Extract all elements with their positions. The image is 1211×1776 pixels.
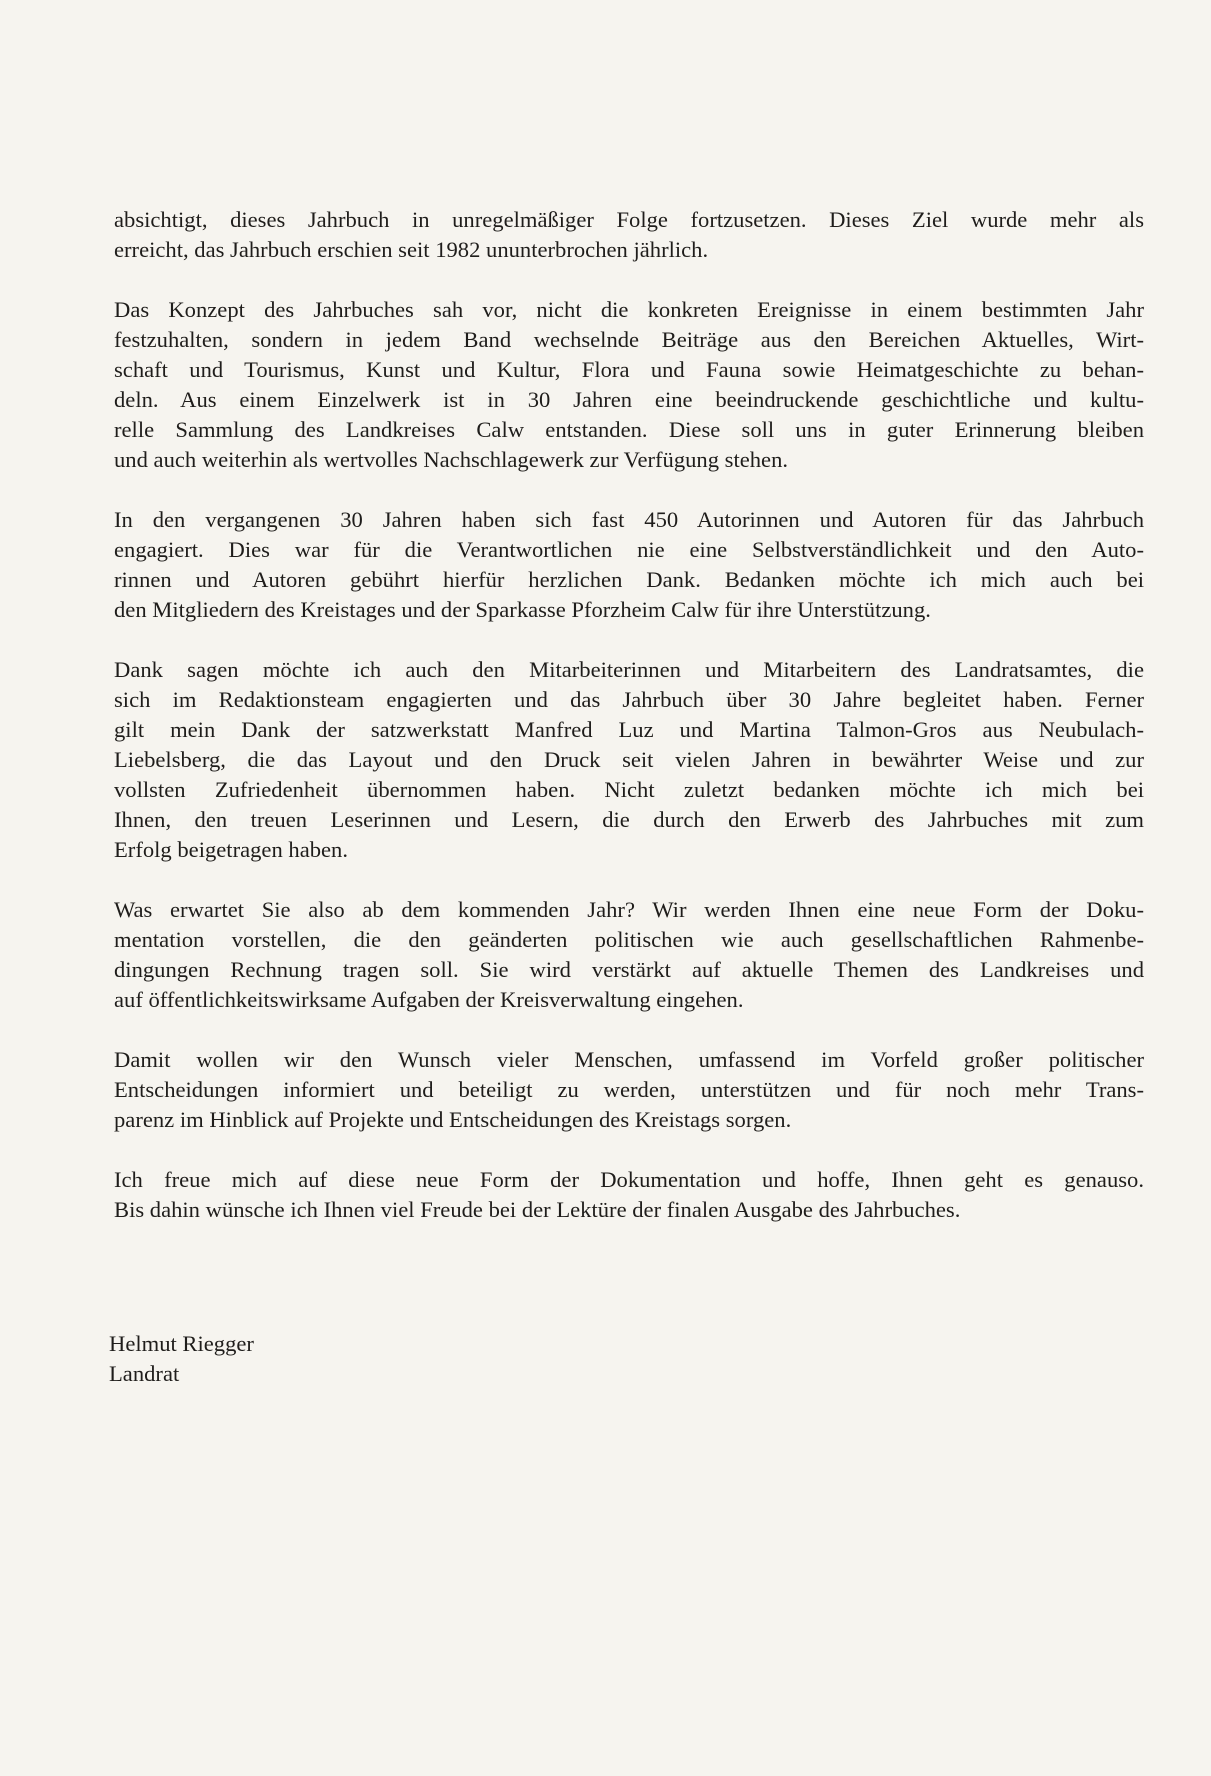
text-line: sich im Redaktionsteam engagierten und das Jahrbuch über 30 Jahre begleitet haben. Ferner [114, 687, 1144, 712]
text-line: vollsten Zufriedenheit übernommen haben. Nicht zuletzt bedanken möchte ich mich bei [114, 777, 1144, 802]
text-line: Dank sagen möchte ich auch den Mitarbeiterinnen und Mitarbeitern des Landratsamtes, die [114, 657, 1144, 682]
text-line: mentation vorstellen, die den geänderten politischen wie auch gesellschaftlichen Rahmenbe- [114, 927, 1144, 952]
paragraph-transparency [114, 1045, 1144, 1135]
text-line: Was erwartet Sie also ab dem kommenden Jahr? Wir werden Ihnen eine neue Form der Doku- [114, 897, 1144, 922]
paragraph-authors [114, 505, 1144, 625]
text-line: rinnen und Autoren gebührt hierfür herzlichen Dank. Bedanken möchte ich mich auch bei [114, 567, 1144, 592]
text-line: Ihnen, den treuen Leserinnen und Lesern, die durch den Erwerb des Jahrbuches mit zum [114, 807, 1144, 832]
text-line: den Mitgliedern des Kreistages und der Sparkasse Pforzheim Calw für ihre Unterstützung. [114, 597, 931, 622]
text-line: Bis dahin wünsche ich Ihnen viel Freude bei der Lektüre der finalen Ausgabe des Jahrbuches. [114, 1197, 961, 1222]
text-line: schaft und Tourismus, Kunst und Kultur, Flora und Fauna sowie Heimatgeschichte zu behan- [114, 357, 1144, 382]
paragraph-concept [114, 295, 1144, 475]
text-line: erreicht, das Jahrbuch erschien seit 1982 ununterbrochen jährlich. [114, 237, 709, 262]
signature-block [109, 1329, 254, 1389]
text-line: Entscheidungen informiert und beteiligt zu werden, unterstützen und für noch mehr Trans- [114, 1077, 1144, 1102]
text-line: relle Sammlung des Landkreises Calw entstanden. Diese soll uns in guter Erinnerung bleiben [114, 417, 1144, 442]
text-line: Das Konzept des Jahrbuches sah vor, nicht die konkreten Ereignisse in einem bestimmten Jahr [114, 297, 1144, 322]
paragraph-intro-continuation [114, 205, 1144, 265]
paragraph-outlook [114, 895, 1144, 1015]
text-line: auf öffentlichkeitswirksame Aufgaben der Kreisverwaltung eingehen. [114, 987, 744, 1012]
text-line: deln. Aus einem Einzelwerk ist in 30 Jahren eine beeindruckende geschichtliche und kultu- [114, 387, 1144, 412]
text-line: In den vergangenen 30 Jahren haben sich fast 450 Autorinnen und Autoren für das Jahrbuch [114, 507, 1144, 532]
text-line: Erfolg beigetragen haben. [114, 837, 348, 862]
text-line: parenz im Hinblick auf Projekte und Entscheidungen des Kreistags sorgen. [114, 1107, 792, 1132]
paragraph-thanks [114, 655, 1144, 865]
signatory-title: Landrat [109, 1361, 180, 1386]
signatory-name: Helmut Riegger [109, 1331, 254, 1356]
body-text [114, 205, 1144, 1225]
text-line: und auch weiterhin als wertvolles Nachschlagewerk zur Verfügung stehen. [114, 447, 789, 472]
text-line: dingungen Rechnung tragen soll. Sie wird verstärkt auf aktuelle Themen des Landkreises und [114, 957, 1144, 982]
paragraph-closing [114, 1165, 1144, 1225]
text-line: Liebelsberg, die das Layout und den Druck seit vielen Jahren in bewährter Weise und zur [114, 747, 1144, 772]
text-line: absichtigt, dieses Jahrbuch in unregelmäßiger Folge fortzusetzen. Dieses Ziel wurde mehr als [114, 207, 1144, 232]
text-line: festzuhalten, sondern in jedem Band wechselnde Beiträge aus den Bereichen Aktuelles, Wirt- [114, 327, 1144, 352]
text-line: Damit wollen wir den Wunsch vieler Menschen, umfassend im Vorfeld großer politischer [114, 1047, 1144, 1072]
text-line: Ich freue mich auf diese neue Form der Dokumentation und hoffe, Ihnen geht es genauso. [114, 1167, 1144, 1192]
text-line: engagiert. Dies war für die Verantwortlichen nie eine Selbstverständlichkeit und den Auto- [114, 537, 1144, 562]
text-line: gilt mein Dank der satzwerkstatt Manfred Luz und Martina Talmon-Gros aus Neubulach- [114, 717, 1144, 742]
